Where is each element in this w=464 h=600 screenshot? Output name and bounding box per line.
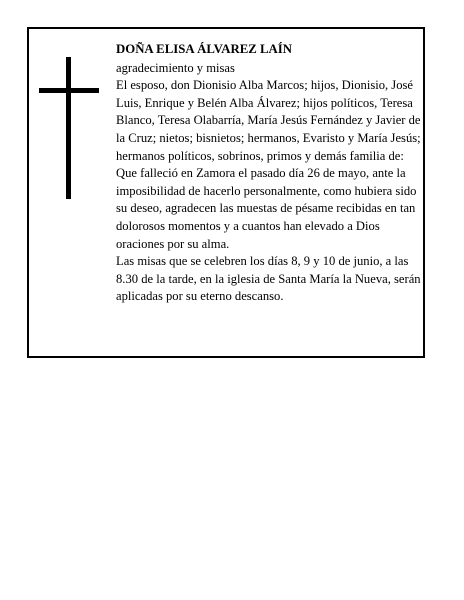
notice-text-block — [116, 41, 422, 306]
gratitude-paragraph: Que falleció en Zamora el pasado día 26 de mayo, ante la imposibilidad de hacerlo personalmente, como hubiera sido su deseo, agradecen las muestas de pésame recibidas en tan dolorosos momentos y a cuantos han elevado a Dios oraciones por su alma. — [116, 166, 417, 251]
family-paragraph: El esposo, don Dionisio Alba Marcos; hijos, Dionisio, José Luis, Enrique y Belén Alba Álvarez; hijos políticos, Teresa Blanco, Teresa Olabarría, María Jesús Fernández y Javier de la Cruz; nietos; bisnietos; hermanos, Evaristo y María Jesús; hermanos políticos, sobrinos, primos y demás familia de: — [116, 78, 421, 163]
cross-vertical-bar — [66, 57, 71, 199]
obituary-notice — [27, 27, 425, 358]
cross-icon — [39, 57, 99, 199]
notice-subtitle: agradecimiento y misas — [116, 60, 235, 75]
cross-horizontal-bar — [39, 88, 99, 93]
masses-paragraph: Las misas que se celebren los días 8, 9 y 10 de junio, a las 8.30 de la tarde, en la iglesia de Santa María la Nueva, serán aplicadas por su eterno descanso. — [116, 254, 421, 304]
deceased-name: DOÑA ELISA ÁLVAREZ LAÍN — [116, 42, 293, 56]
